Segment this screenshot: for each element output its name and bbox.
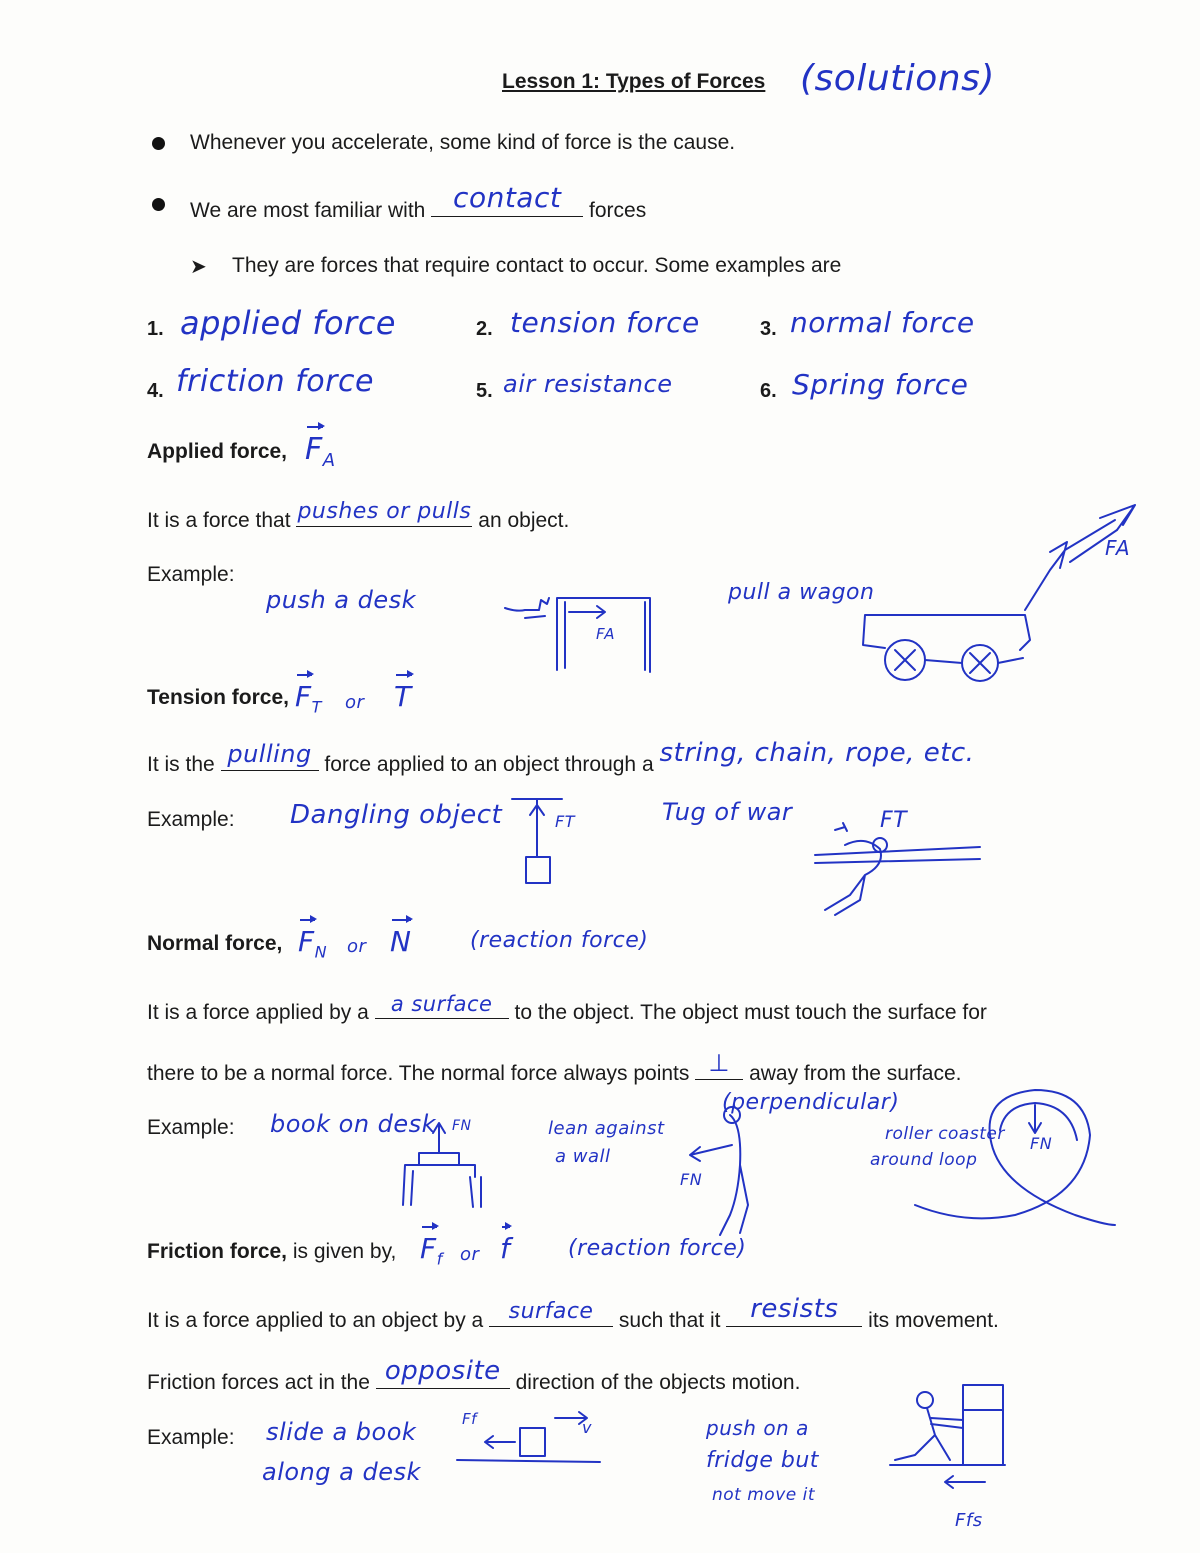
slide-book-velocity: v (582, 1418, 592, 1437)
dangling-object-sketch (510, 795, 570, 890)
wagon-sketch (855, 500, 1145, 700)
dangling-label: FT (555, 812, 575, 831)
push-desk-label: FA (596, 625, 616, 643)
perpendicular-note: (perpendicular) (722, 1090, 900, 1115)
friction-definition: It is a force applied to an object by a surface such that it resists its movement. (147, 1294, 999, 1332)
example-num-6: 6. (760, 380, 777, 402)
lean-wall-label: FN (680, 1170, 703, 1189)
blank-contact (431, 181, 583, 217)
normal-example-1: book on desk (270, 1110, 437, 1138)
answer-surface-friction: surface (508, 1299, 594, 1324)
book-on-desk-sketch (395, 1115, 490, 1210)
friction-example-2a: push on a (706, 1416, 809, 1440)
friction-symbol: $F_f$ (420, 1232, 443, 1269)
bullet-icon (152, 137, 165, 150)
bullet-1-text: Whenever you accelerate, some kind of force is the cause. (190, 131, 736, 154)
blank-pushes-pulls (296, 499, 472, 527)
tension-symbol: $F_T$ (295, 680, 322, 717)
normal-example-3a: roller coaster (885, 1124, 1005, 1144)
friction-heading: Friction force, is given by, (147, 1240, 397, 1263)
answer-opposite: opposite (384, 1356, 501, 1386)
answer-resists: resists (750, 1294, 839, 1324)
answer-contact: contact (453, 181, 562, 214)
blank-surface-friction (489, 1299, 613, 1327)
tension-heading: Tension force, (147, 686, 289, 709)
wagon-label: FA (1105, 536, 1131, 560)
applied-definition: It is a force that pushes or pulls an object. (147, 499, 570, 532)
example-answer-1: applied force (180, 304, 396, 342)
bullet-2-before: We are most familiar with (190, 199, 426, 222)
push-fridge-sketch (885, 1380, 1015, 1530)
example-answer-2: tension force (510, 306, 700, 339)
blank-perpendicular (695, 1049, 743, 1080)
applied-example-2: pull a wagon (728, 580, 875, 605)
answer-perpendicular: ⊥ (708, 1049, 730, 1077)
blank-string (659, 738, 975, 771)
friction-example-1a: slide a book (266, 1418, 417, 1446)
example-answer-3: normal force (790, 306, 975, 339)
friction-symbol-2: f (500, 1232, 511, 1265)
tension-example-2: Tug of war (662, 798, 793, 826)
friction-note: (reaction force) (568, 1236, 747, 1261)
example-num-5: 5. (476, 380, 493, 402)
answer-surface: a surface (390, 992, 493, 1016)
tension-definition: It is the pulling force applied to an object through a string, chain, rope, etc. (147, 738, 975, 776)
normal-example-2a: lean against (548, 1118, 665, 1139)
roller-coaster-label: FN (1030, 1134, 1053, 1153)
example-num-1: 1. (147, 318, 164, 340)
applied-symbol: $F_A$ (305, 432, 336, 471)
normal-symbol: $F_N$ (298, 925, 328, 962)
friction-example-label: Example: (147, 1426, 235, 1449)
friction-direction: Friction forces act in the opposite direction of the objects motion. (147, 1356, 801, 1394)
blank-resists (726, 1294, 862, 1327)
normal-example-3b: around loop (870, 1150, 978, 1170)
example-num-4: 4. (147, 380, 164, 402)
bullet-icon (152, 198, 165, 211)
normal-heading: Normal force, (147, 932, 283, 955)
bullet-2-after: forces (589, 199, 647, 222)
friction-or: or (460, 1244, 480, 1265)
blank-opposite (376, 1356, 510, 1389)
answer-pulling: pulling (227, 740, 312, 768)
tension-symbol-2: T (394, 680, 412, 713)
blank-pulling (221, 740, 319, 771)
applied-example-1: push a desk (266, 586, 417, 614)
arrow-bullet-icon: ➤ (190, 256, 207, 278)
sub-bullet-text: They are forces that require contact to occur. Some examples are (232, 254, 842, 277)
normal-or: or (347, 936, 367, 957)
page-title: Lesson 1: Types of Forces (502, 70, 766, 93)
normal-symbol-2: N (390, 925, 412, 958)
example-answer-5: air resistance (503, 370, 673, 398)
push-desk-sketch (505, 590, 655, 680)
example-num-2: 2. (476, 318, 493, 340)
tension-or: or (345, 692, 365, 713)
friction-example-1b: along a desk (262, 1458, 421, 1486)
blank-surface (375, 994, 509, 1019)
normal-note: (reaction force) (470, 928, 649, 953)
applied-heading: Applied force, (147, 440, 288, 463)
normal-example-2b: a wall (555, 1146, 611, 1167)
example-num-3: 3. (760, 318, 777, 340)
answer-pushes-pulls: pushes or pulls (297, 499, 472, 524)
applied-example-label: Example: (147, 563, 235, 586)
tug-label: FT (880, 808, 908, 833)
normal-definition-1: It is a force applied by a a surface to the object. The object must touch the surface for (147, 992, 987, 1024)
bullet-2 (190, 181, 647, 223)
roller-coaster-sketch (905, 1085, 1120, 1245)
answer-string: string, chain, rope, etc. (659, 738, 975, 768)
friction-example-2c: not move it (712, 1485, 816, 1505)
tension-example-label: Example: (147, 808, 235, 831)
book-desk-label: FN (452, 1118, 472, 1134)
normal-definition-2: there to be a normal force. The normal force always points ⊥ away from the surface. (147, 1049, 962, 1085)
title-note: (solutions) (800, 58, 995, 99)
friction-example-2b: fridge but (706, 1448, 819, 1473)
example-answer-6: Spring force (792, 368, 969, 401)
tension-example-1: Dangling object (290, 800, 503, 830)
slide-book-label: Ff (462, 1410, 477, 1428)
fridge-label: Ffs (955, 1510, 983, 1531)
example-answer-4: friction force (176, 364, 374, 399)
normal-example-label: Example: (147, 1116, 235, 1139)
